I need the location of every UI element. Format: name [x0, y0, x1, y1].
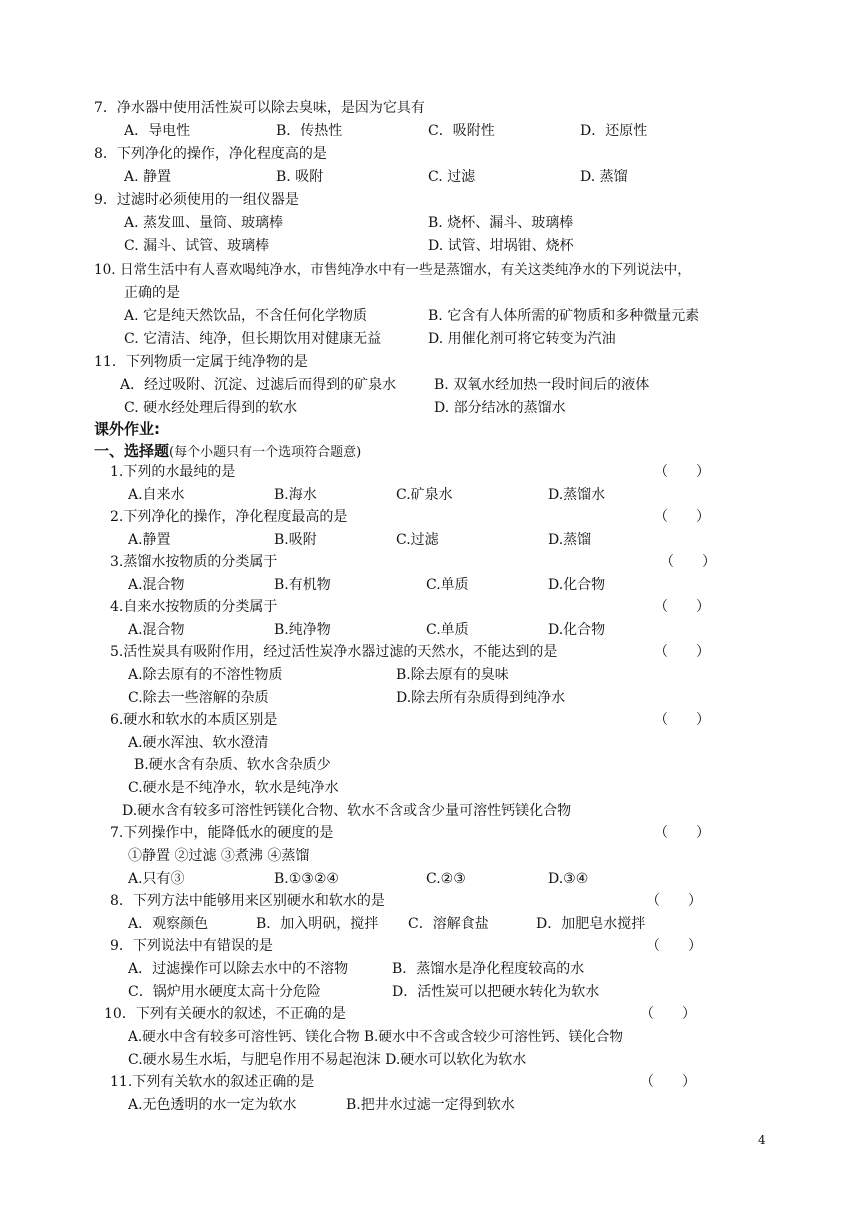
h6-option-c: C.硬水是不纯净水，软水是纯净水: [128, 780, 339, 796]
h5-stem: 5.活性炭具有吸附作用，经过活性炭净水器过滤的天然水，不能达到的是: [110, 644, 558, 660]
q11-option-a: A．经过吸附、沉淀、过滤后而得到的矿泉水: [120, 377, 397, 393]
h5-answer-blank: （ ）: [654, 644, 710, 660]
h9-option-a: A．过滤操作可以除去水中的不溶物: [128, 961, 349, 977]
h4-option-a: A.混合物: [128, 622, 185, 638]
q10-option-d: D. 用催化剂可将它转变为汽油: [428, 331, 616, 347]
h6-option-d: D.硬水含有较多可溶性钙镁化合物、软水不含或含少量可溶性钙镁化合物: [122, 803, 572, 819]
h8-option-b: B．加入明矾，搅拌: [256, 916, 379, 932]
q9-option-a: A. 蒸发皿、量筒、玻璃棒: [124, 215, 284, 231]
q7-option-d: D．还原性: [580, 123, 648, 139]
h5-option-b: B.除去原有的臭味: [396, 667, 509, 683]
h8-stem: 8．下列方法中能够用来区别硬水和软水的是: [110, 893, 385, 909]
q11-option-b: B. 双氧水经加热一段时间后的液体: [434, 377, 650, 393]
q10-stem-line2: 正确的是: [124, 285, 180, 301]
section-note: (每个小题只有一个选项符合题意): [169, 445, 362, 460]
q11-option-d: D. 部分结冰的蒸馏水: [434, 400, 566, 416]
h6-stem: 6.硬水和软水的本质区别是: [110, 712, 278, 728]
h3-option-b: B.有机物: [274, 577, 331, 593]
q10-stem-line1: 10. 日常生活中有人喜欢喝纯净水，市售纯净水中有一些是蒸馏水，有关这类纯净水的下列说法中，: [94, 262, 691, 278]
homework-title: 课外作业:: [94, 420, 160, 438]
h11-answer-blank: （ ）: [640, 1074, 696, 1090]
h11-option-b: B.把井水过滤一定得到软水: [346, 1097, 515, 1113]
h5-option-d: D.除去所有杂质得到纯净水: [396, 690, 566, 706]
q9-option-c: C. 漏斗、试管、玻璃棒: [124, 238, 270, 254]
h4-option-c: C.单质: [426, 622, 469, 638]
h7-sub-items: ①静置 ②过滤 ③煮沸 ④蒸馏: [128, 848, 310, 864]
h2-option-c: C.过滤: [396, 532, 439, 548]
h8-option-a: A．观察颜色: [128, 916, 209, 932]
q7-stem: 7．净水器中使用活性炭可以除去臭味，是因为它具有: [94, 100, 425, 116]
q8-option-a: A. 静置: [124, 169, 172, 185]
h10-stem: 10．下列有关硬水的叙述，不正确的是: [104, 1006, 346, 1022]
h1-option-b: B.海水: [274, 487, 317, 503]
h4-option-b: B.纯净物: [274, 622, 331, 638]
h7-answer-blank: （ ）: [654, 825, 710, 841]
q8-stem: 8．下列净化的操作，净化程度高的是: [94, 146, 327, 162]
h9-option-d: D．活性炭可以把硬水转化为软水: [392, 984, 600, 1000]
h2-answer-blank: （ ）: [654, 509, 710, 525]
h7-option-b: B.①③②④: [274, 871, 339, 887]
h10-answer-blank: （ ）: [640, 1006, 696, 1022]
q8-option-b: B. 吸附: [276, 169, 324, 185]
q9-option-d: D. 试管、坩埚钳、烧杯: [428, 238, 574, 254]
q7-option-b: B．传热性: [276, 123, 343, 139]
h6-option-a: A.硬水浑浊、软水澄清: [128, 735, 269, 751]
h1-option-a: A.自来水: [128, 487, 185, 503]
h10-options-cd: C.硬水易生水垢，与肥皂作用不易起泡沫 D.硬水可以软化为软水: [128, 1052, 527, 1068]
h8-option-d: D．加肥皂水搅拌: [536, 916, 646, 932]
h7-option-a: A.只有③: [128, 871, 185, 887]
h3-option-c: C.单质: [426, 577, 469, 593]
h2-option-d: D.蒸馏: [548, 532, 592, 548]
h2-option-b: B.吸附: [274, 532, 317, 548]
h5-option-c: C.除去一些溶解的杂质: [128, 690, 269, 706]
h1-option-d: D.蒸馏水: [548, 487, 606, 503]
h10-options-ab: A.硬水中含有较多可溶性钙、镁化合物 B.硬水中不含或含较少可溶性钙、镁化合物: [128, 1029, 623, 1045]
h7-option-d: D.③④: [548, 871, 589, 887]
h9-answer-blank: （ ）: [646, 938, 702, 954]
h6-option-b: B.硬水含有杂质、软水含杂质少: [134, 757, 331, 773]
h1-option-c: C.矿泉水: [396, 487, 453, 503]
q8-option-c: C. 过滤: [428, 169, 476, 185]
page-number: 4: [758, 1133, 766, 1147]
q7-option-a: A．导电性: [124, 123, 191, 139]
h9-option-b: B．蒸馏水是净化程度较高的水: [392, 961, 585, 977]
h11-option-a: A.无色透明的水一定为软水: [128, 1097, 297, 1113]
h11-stem: 11.下列有关软水的叙述正确的是: [110, 1074, 315, 1090]
q7-option-c: C．吸附性: [428, 123, 495, 139]
h3-stem: 3.蒸馏水按物质的分类属于: [110, 554, 278, 570]
section-title: 一、选择题: [94, 442, 170, 460]
h9-stem: 9．下列说法中有错误的是: [110, 938, 273, 954]
q10-option-c: C. 它清洁、纯净，但长期饮用对健康无益: [124, 331, 382, 347]
h8-answer-blank: （ ）: [646, 893, 702, 909]
h4-option-d: D.化合物: [548, 622, 606, 638]
h4-answer-blank: （ ）: [654, 599, 710, 615]
h3-option-a: A.混合物: [128, 577, 185, 593]
h9-option-c: C．锅炉用水硬度太高十分危险: [128, 984, 321, 1000]
h5-option-a: A.除去原有的不溶性物质: [128, 667, 283, 683]
h4-stem: 4.自来水按物质的分类属于: [110, 599, 278, 615]
h7-option-c: C.②③: [426, 871, 466, 887]
h2-stem: 2.下列净化的操作，净化程度最高的是: [110, 509, 348, 525]
h6-answer-blank: （ ）: [654, 712, 710, 728]
q9-option-b: B. 烧杯、漏斗、玻璃棒: [428, 215, 574, 231]
q9-stem: 9．过滤时必须使用的一组仪器是: [94, 192, 299, 208]
h1-stem: 1.下列的水最纯的是: [110, 464, 236, 480]
q8-option-d: D. 蒸馏: [580, 169, 628, 185]
h2-option-a: A.静置: [128, 532, 171, 548]
q11-option-c: C. 硬水经处理后得到的软水: [124, 400, 298, 416]
h8-option-c: C．溶解食盐: [408, 916, 489, 932]
q10-option-b: B. 它含有人体所需的矿物质和多种微量元素: [428, 308, 700, 324]
q10-option-a: A. 它是纯天然饮品，不含任何化学物质: [124, 308, 368, 324]
h1-answer-blank: （ ）: [654, 464, 710, 480]
q11-stem: 11．下列物质一定属于纯净物的是: [94, 354, 308, 370]
h3-answer-blank: （ ）: [660, 554, 716, 570]
h3-option-d: D.化合物: [548, 577, 606, 593]
section-heading: [94, 441, 361, 463]
h7-stem: 7.下列操作中，能降低水的硬度的是: [110, 825, 334, 841]
